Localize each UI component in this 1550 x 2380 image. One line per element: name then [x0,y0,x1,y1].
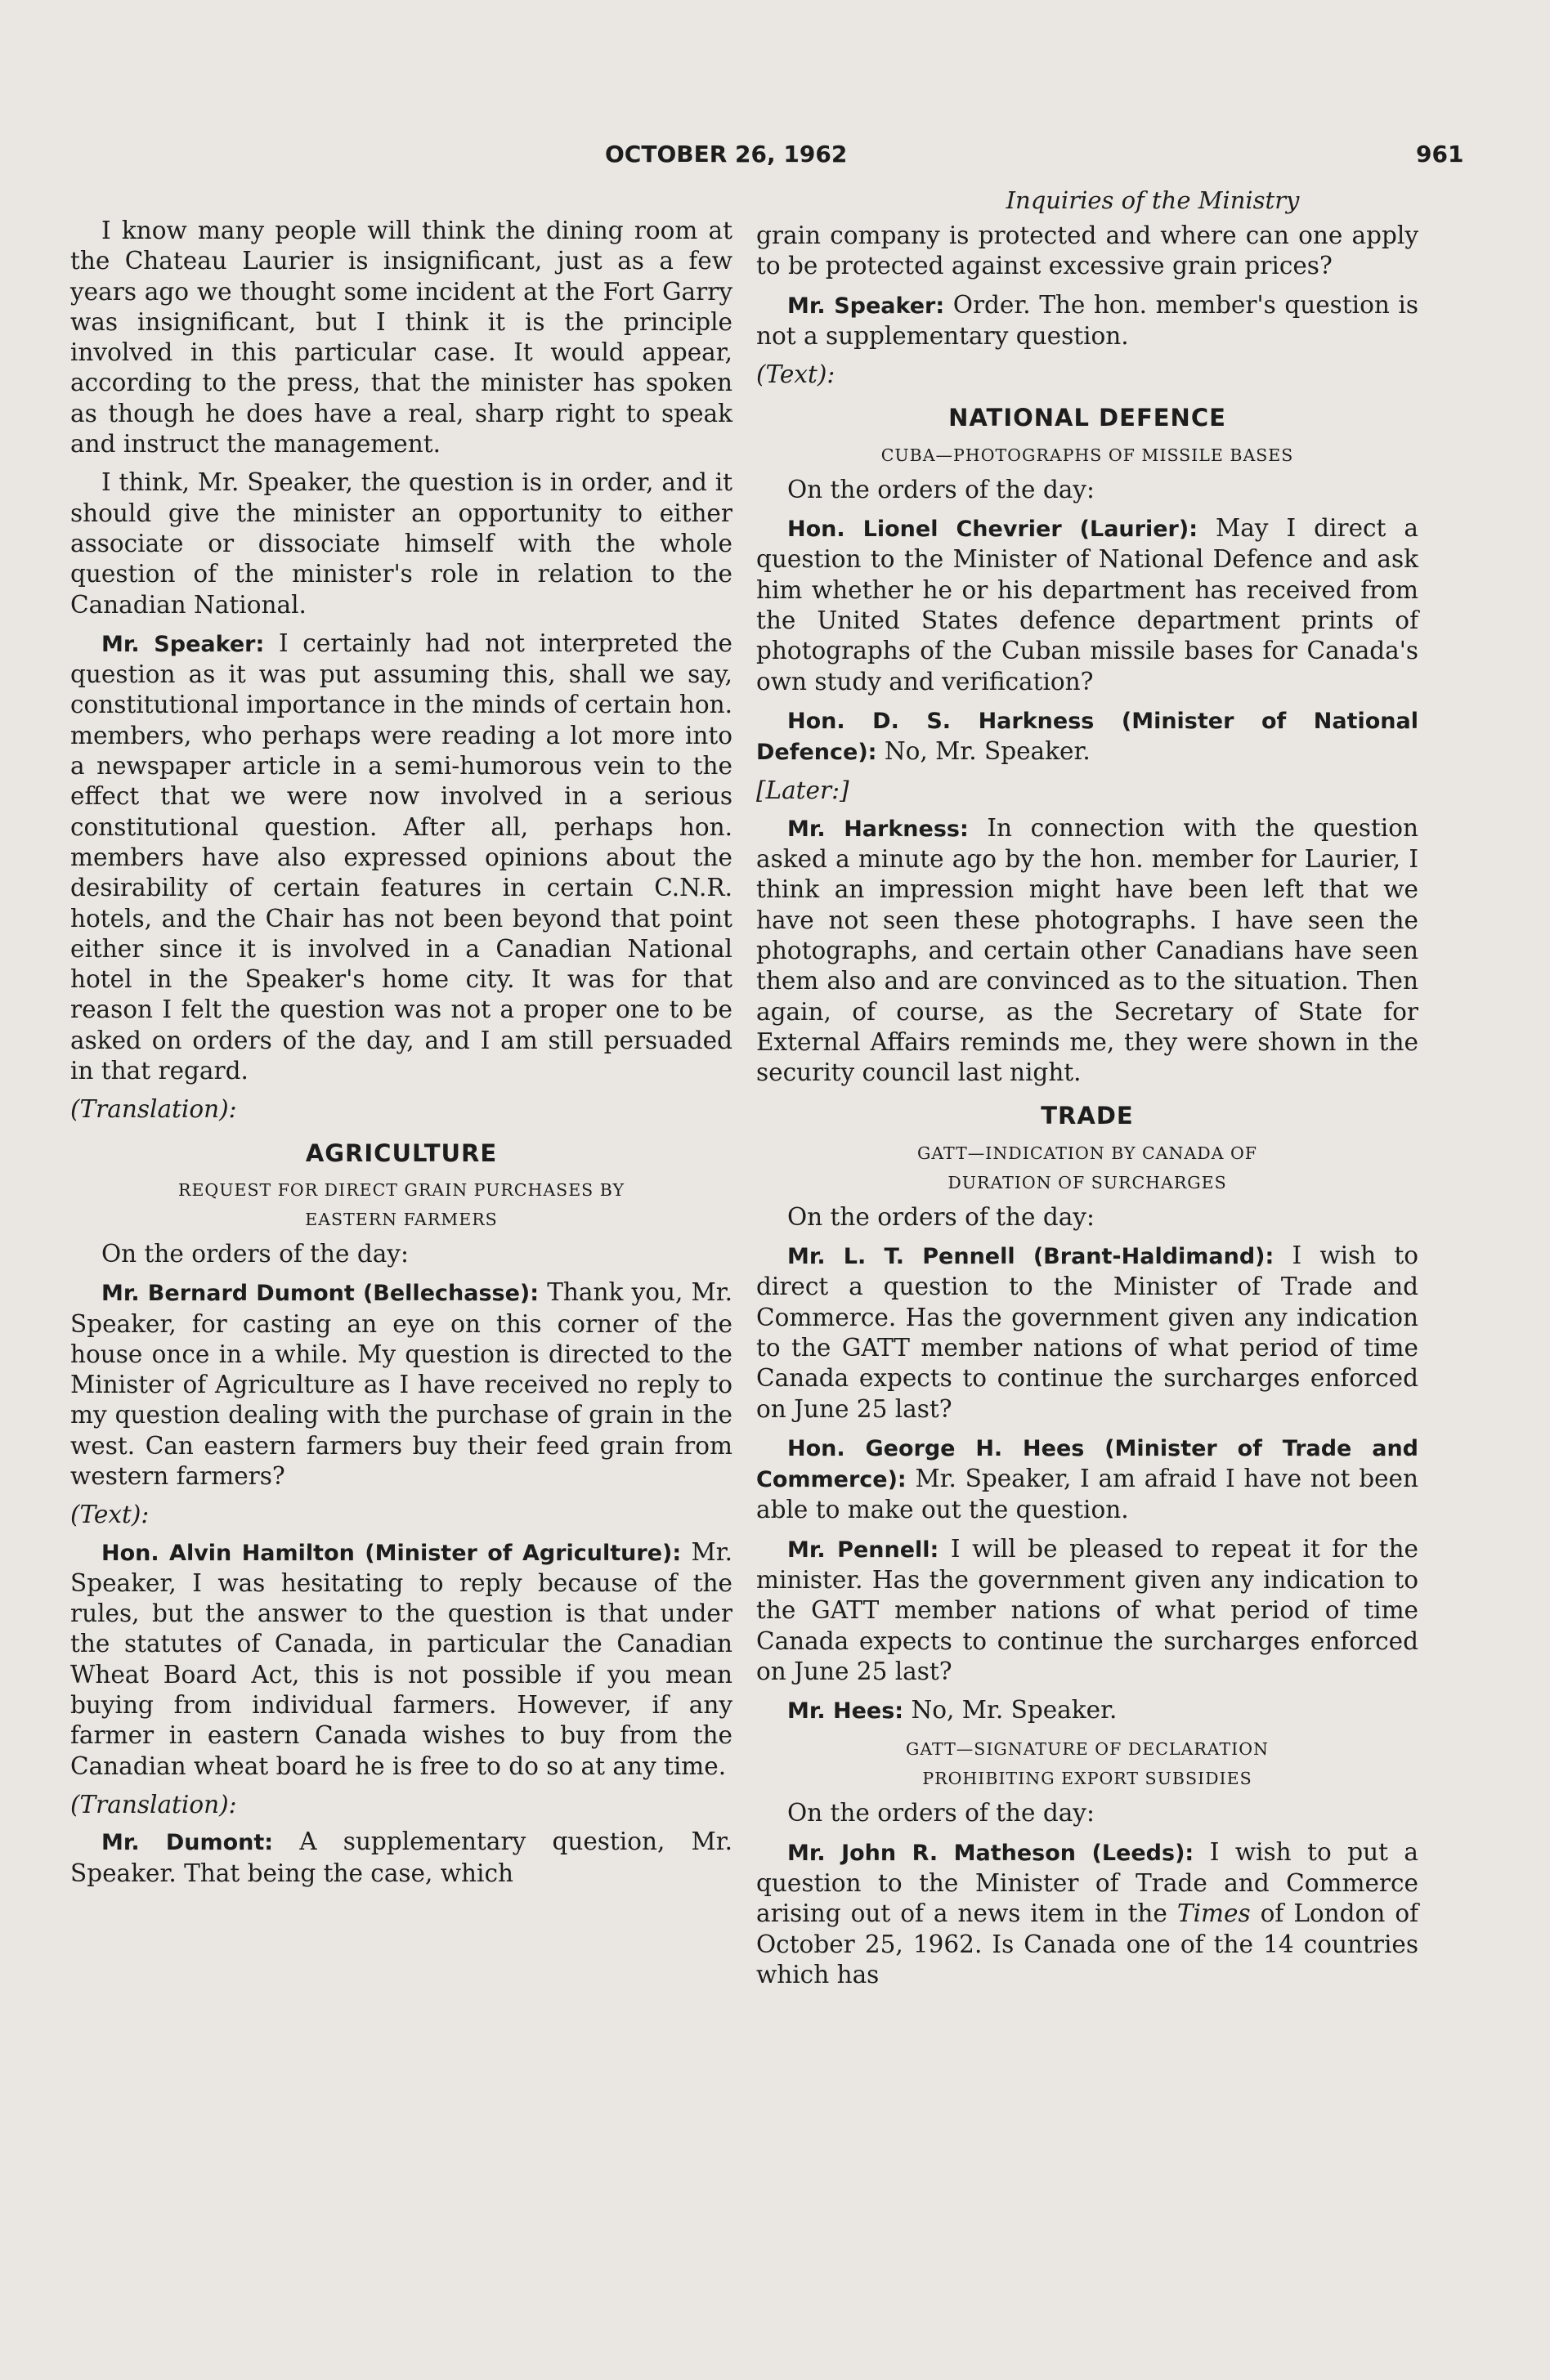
paragraph: grain company is protected and where can one apply to be protected against excessive grain prices? [756,221,1418,280]
subsection-line: PROHIBITING EXPORT SUBSIDIES [922,1769,1252,1789]
subsection-line: REQUEST FOR DIRECT GRAIN PURCHASES BY [178,1179,625,1200]
speech-paragraph [756,813,1418,1089]
section-heading: TRADE [1041,1102,1134,1130]
speech-paragraph [756,1534,1418,1687]
speech-text: May I direct a question to the Minister of National Defence and ask him whether he or his department has received from the United States defence department prints of photographs of the Cuban missile bases for Canada's own study and verification? [756,514,1418,696]
header-date: OCTOBER 26, 1962 [605,141,848,168]
left-column [70,216,732,1897]
subsection-heading [756,1139,1418,1197]
subsection-line: GATT—SIGNATURE OF DECLARATION [906,1739,1269,1760]
speech-text: I wish to put a question to the Minister of Trade and Commerce arising out of a news item in the [756,1837,1418,1928]
speech-paragraph [756,1695,1418,1726]
right-column [756,221,1418,1998]
speech-text: No, Mr. Speaker. [876,737,1091,766]
speaker-name: Mr. Bernard Dumont (Bellechasse): [101,1281,540,1307]
speech-paragraph [70,1277,732,1492]
page-header [0,141,1550,214]
running-head: Inquiries of the Ministry [1006,186,1300,214]
subsection-heading [70,1175,732,1234]
section-heading: NATIONAL DEFENCE [948,404,1226,432]
speaker-name: Mr. John R. Matheson (Leeds): [787,1840,1194,1866]
subsection-line: EASTERN FARMERS [305,1209,498,1229]
speech-text: I will be pleased to repeat it for the minister. Has the government given any indication to the GATT member nations of what period of time Canada expects to continue the surcharges enforced on June 25 last? [756,1534,1418,1685]
orders-of-the-day: On the orders of the day: [787,1202,1095,1231]
speech-paragraph [756,1241,1418,1425]
orders-of-the-day: On the orders of the day: [787,1799,1095,1828]
speaker-name: Mr. Hees: [787,1698,904,1725]
page-number: 961 [1416,141,1464,168]
paragraph: I think, Mr. Speaker, the question is in order, and it should give the minister an opportunity to either associate or dissociate himself with the whole question of the minister's role in relation to the Canadian National. [70,468,732,619]
speaker-name: Hon. D. S. Harkness (Minister of National Defence): [756,708,1418,766]
subsection-line: DURATION OF SURCHARGES [947,1172,1227,1192]
speech-paragraph [756,1433,1418,1526]
speech-text: In connection with the question asked a minute ago by the hon. member for Laurier, I think an impression might have been left that we have not seen these photographs. I have seen the photographs, and certain other Canadians have seen them also and are convinced as to the situation. Then again, of course, as the Secretary of State for External Affairs reminds me, they were shown in the security council last night. [756,813,1418,1087]
paragraph: I know many people will think the dining room at the Chateau Laurier is insignificant, just as a few years ago we thought some incident at the Fort Garry was insignificant, but I think it is the principle involved in this particular case. It would appear, according to the press, that the minister has spoken as though he does have a real, sharp right to speak and instruct the management. [70,217,732,459]
speech-text: Mr. Speaker, I was hesitating to reply because of the rules, but the answer to the question is that under the statutes of Canada, in particular the Canadian Wheat Board Act, this is not possible if you mean buying from individual farmers. However, if any farmer in eastern Canada wishes to buy from the Canadian wheat board he is free to do so at any time. [70,1537,733,1780]
speech-paragraph [756,290,1418,352]
speaker-name: Hon. Lionel Chevrier (Laurier): [787,517,1198,543]
translation-marker: (Translation): [70,1790,237,1819]
speaker-name: Hon. Alvin Hamilton (Minister of Agriculture): [101,1540,682,1566]
speaker-name: Mr. Dumont: [101,1830,274,1856]
speaker-name: Mr. Speaker: [101,631,265,657]
newspaper-title: Times [1176,1899,1251,1928]
subsection-heading [756,1734,1418,1793]
speech-text: of London of October 25, 1962. Is Canada one of the 14 countries which has [756,1899,1419,1989]
speech-paragraph [70,629,732,1086]
speech-paragraph [70,1827,732,1889]
text-marker: (Text): [70,1501,150,1529]
translation-marker: (Translation): [70,1095,237,1124]
speech-text: No, Mr. Speaker. [903,1696,1118,1725]
speech-text: Thank you, Mr. Speaker, for casting an eye on this corner of the house once in a while. My question is directed to the Minister of Agriculture as I have received no reply to my question dealing with the purchase of grain in the west. Can eastern farmers buy their feed grain from western farmers? [70,1278,732,1490]
orders-of-the-day: On the orders of the day: [787,475,1095,503]
orders-of-the-day: On the orders of the day: [101,1239,409,1268]
speaker-name: Mr. Harkness: [787,816,969,842]
speech-paragraph [756,1837,1418,1990]
speech-text: Mr. Speaker, I am afraid I have not been able to make out the question. [756,1465,1418,1524]
speaker-name: Hon. George H. Hees (Minister of Trade and Commerce): [756,1435,1418,1493]
speaker-name: Mr. L. T. Pennell (Brant-Haldimand): [787,1244,1274,1270]
text-marker: (Text): [756,360,835,389]
speech-text: Order. The hon. member's question is not a supplementary question. [756,290,1419,350]
speech-paragraph [756,513,1418,697]
subsection-line: GATT—INDICATION BY CANADA OF [916,1143,1258,1163]
speech-paragraph [70,1537,732,1782]
speaker-name: Mr. Speaker: [787,293,945,319]
speech-text: I wish to direct a question to the Minister of Trade and Commerce. Has the government given any indication to the GATT member nations of what period of time Canada expects to continue the surcharges enforced on June 25 last? [756,1241,1418,1423]
subsection-heading: CUBA—PHOTOGRAPHS OF MISSILE BASES [880,445,1294,465]
section-heading: AGRICULTURE [305,1139,498,1167]
speech-text: I certainly had not interpreted the question as it was put assuming this, shall we say, constitutional importance in the minds of certain hon. members, who perhaps were reading a lot more into a newspaper article in a semi-humorous vein to the effect that we were now involved in a serious constitutional question. After all, perhaps hon. members have also expressed opinions about the desirability of certain features in certain C.N.R. hotels, and the Chair has not been beyond that point either since it is involved in a Canadian National hotel in the Speaker's home city. It was for that reason I felt the question was not a proper one to be asked on orders of the day, and I am still persuaded in that regard. [70,629,732,1085]
speech-text: A supplementary question, Mr. Speaker. That being the case, which [70,1828,733,1887]
speaker-name: Mr. Pennell: [787,1537,939,1563]
speech-paragraph [756,705,1418,768]
later-marker: [Later:] [756,776,849,805]
